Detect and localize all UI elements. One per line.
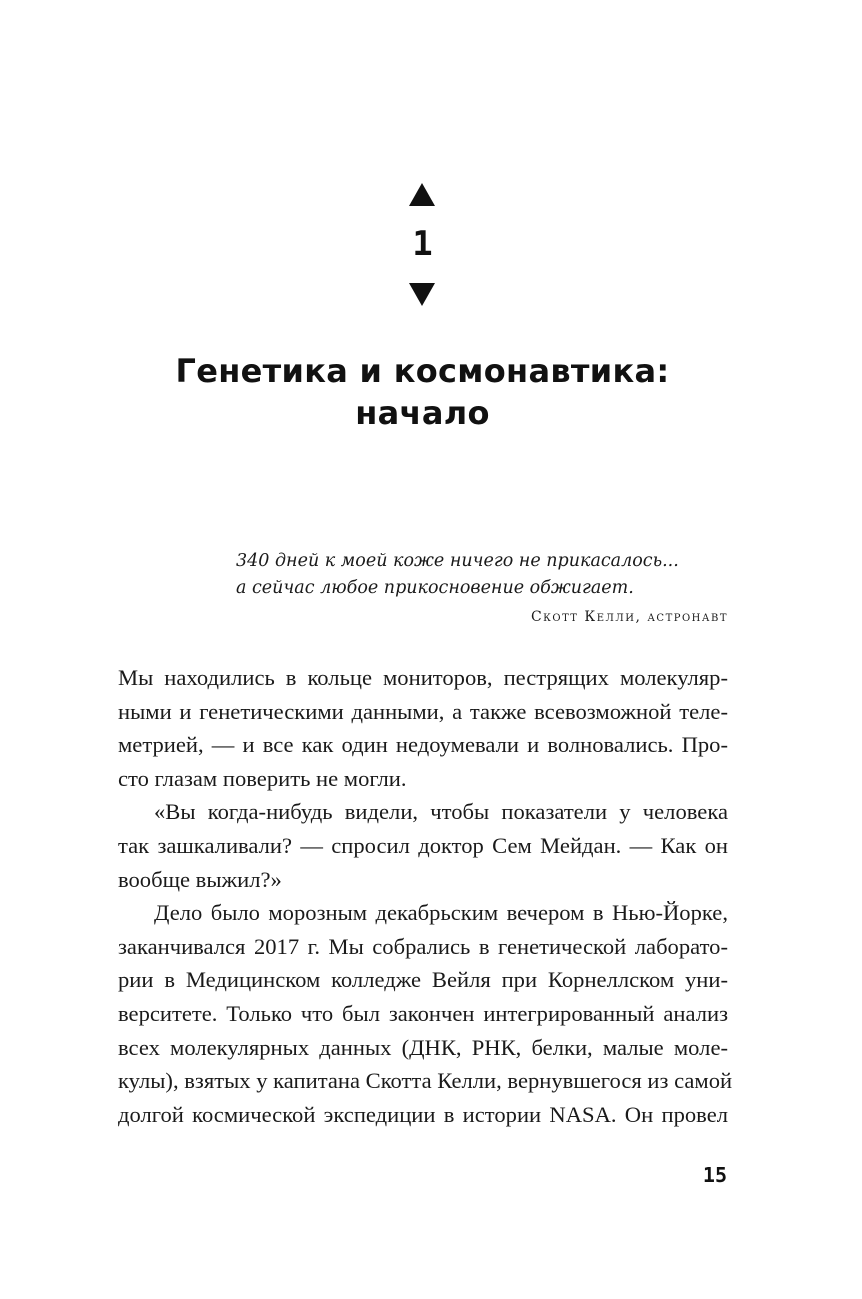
text-line: долгой космической экспедиции в истории NASA. Он провел bbox=[118, 1101, 728, 1127]
text-line: так зашкаливали? — спросил доктор Сем Мейдан. — Как он bbox=[118, 832, 728, 858]
page-number: 15 bbox=[702, 1163, 727, 1187]
text-line: сто глазам поверить не могли. bbox=[118, 765, 407, 791]
chapter-title-line-2: начало bbox=[355, 394, 490, 432]
text-line: всех молекулярных данных (ДНК, РНК, белки, малые моле- bbox=[118, 1034, 728, 1060]
epigraph-line-1: 340 дней к моей коже ничего не прикасалось... bbox=[236, 551, 679, 571]
text-line: метрией, — и все как один недоумевали и волновались. Про- bbox=[118, 732, 728, 758]
text-line: «Вы когда-нибудь видели, чтобы показатели у человека bbox=[154, 799, 728, 825]
body-text bbox=[118, 661, 733, 1131]
paragraph-3 bbox=[118, 896, 733, 1131]
text-line: заканчивался 2017 г. Мы собрались в генетической лаборато- bbox=[118, 933, 728, 959]
triangle-down-icon bbox=[409, 283, 435, 306]
text-line: кулы), взятых у капитана Скотта Келли, вернувшегося из самой bbox=[118, 1068, 733, 1094]
epigraph bbox=[236, 548, 730, 602]
paragraph-1 bbox=[118, 661, 728, 795]
chapter-title bbox=[0, 350, 845, 434]
chapter-title-line-1: Генетика и космонавтика: bbox=[175, 352, 670, 390]
chapter-number: 1 bbox=[412, 224, 433, 264]
text-line: Мы находились в кольце мониторов, пестрящих молекуляр- bbox=[118, 665, 728, 690]
text-line: рии в Медицинском колледже Вейля при Корнеллском уни- bbox=[118, 967, 728, 993]
text-line: верситете. Только что был закончен интегрированный анализ bbox=[118, 1000, 728, 1026]
epigraph-author: Скотт Келли, астронавт bbox=[530, 609, 728, 625]
text-line: ными и генетическими данными, а также всевозможной теле- bbox=[118, 698, 728, 724]
triangle-up-icon bbox=[409, 183, 435, 206]
text-line: Дело было морозным декабрьским вечером в Нью-Йорке, bbox=[154, 900, 728, 926]
text-line: вообще выжил?» bbox=[118, 866, 282, 892]
paragraph-2 bbox=[118, 795, 728, 896]
epigraph-line-2: а сейчас любое прикосновение обжигает. bbox=[236, 578, 634, 598]
